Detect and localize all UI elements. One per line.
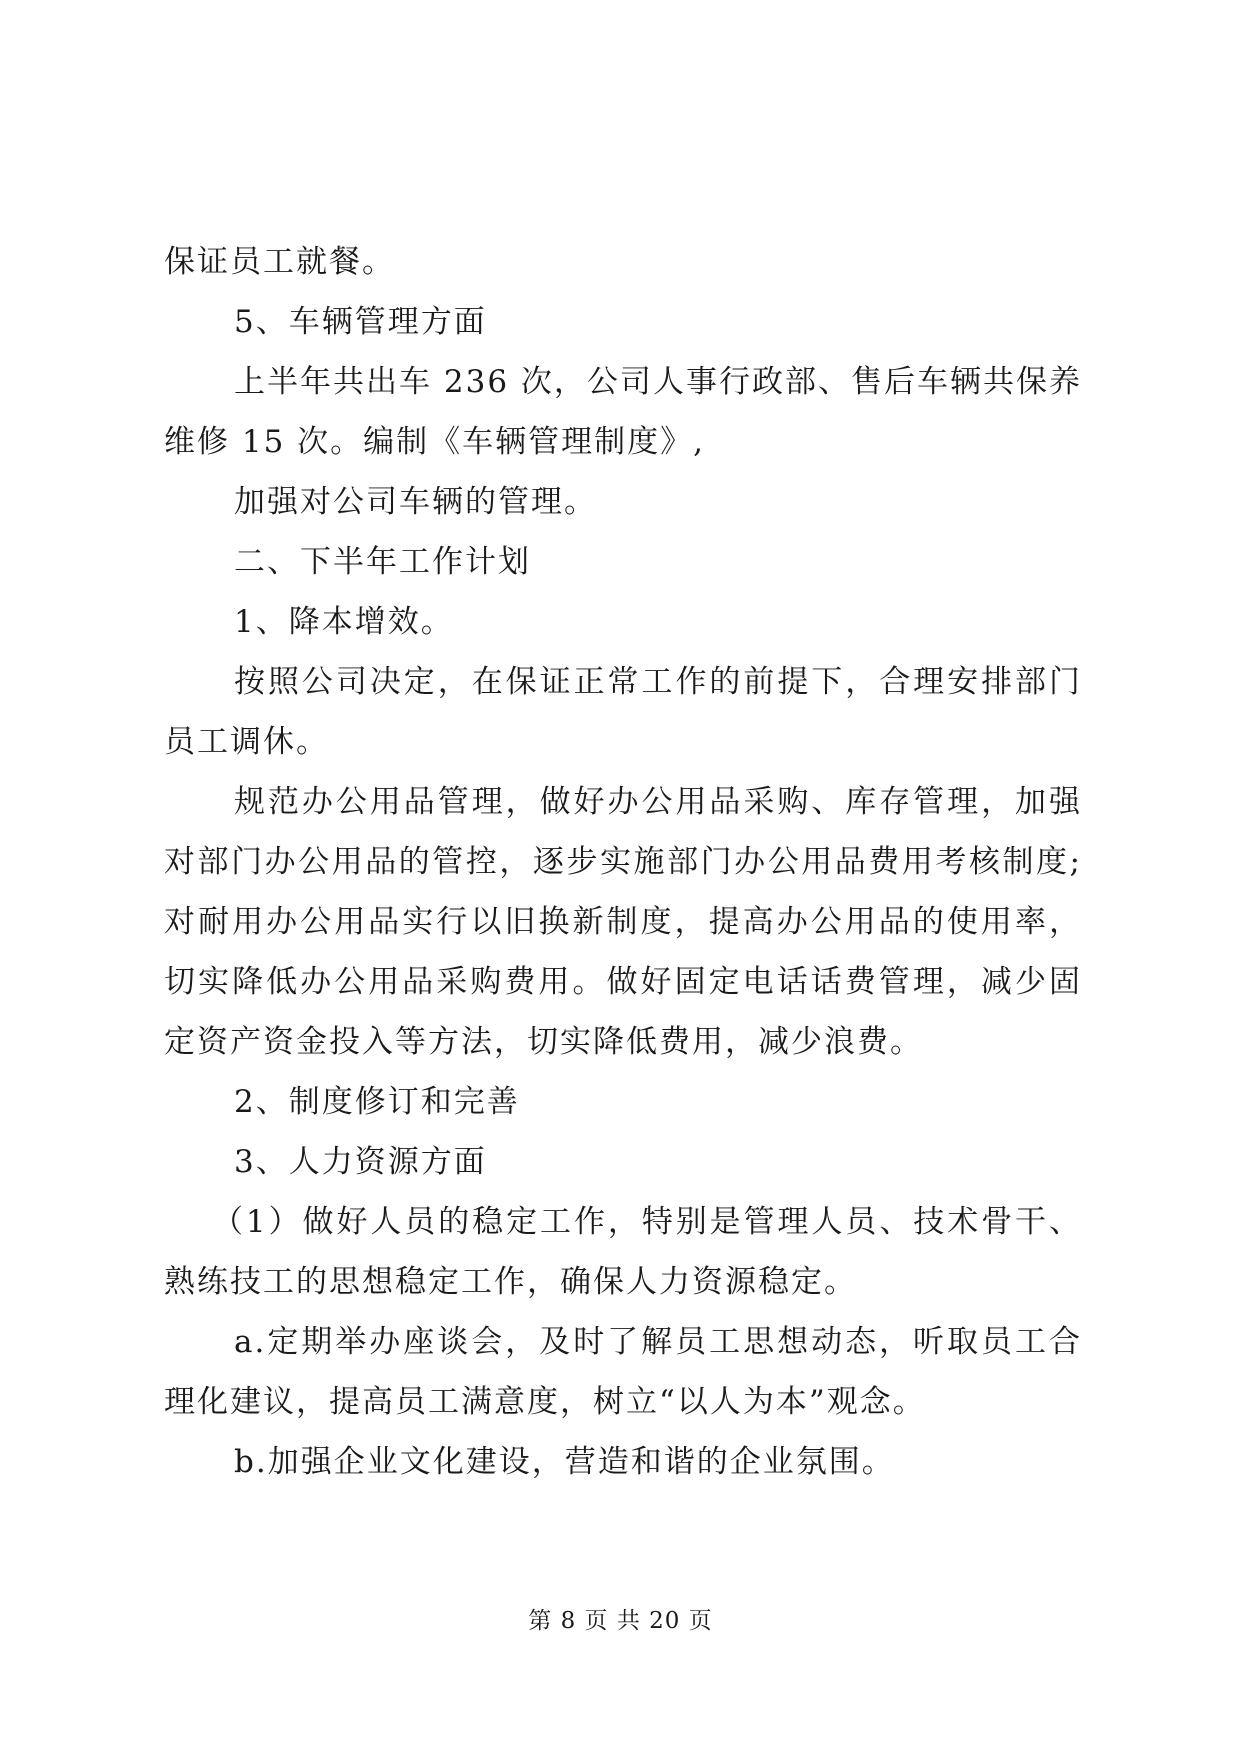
subheading-human-resources: 3、人力资源方面 [234,1144,487,1180]
paragraph-shift-arrangement: 按照公司决定，在保证正常工作的前提下，合理安排部门员工调休。 [164,664,1082,760]
paragraph-continuation: 保证员工就餐。 [164,244,395,280]
paragraph-staff-stability: （1）做好人员的稳定工作，特别是管理人员、技术骨干、熟练技工的思想稳定工作，确保人力资源稳定。 [164,1204,1082,1300]
subheading-regulations: 2、制度修订和完善 [234,1084,520,1120]
subheading-cost-reduction: 1、降本增效。 [234,604,454,640]
section-heading-plan: 二、下半年工作计划 [234,544,531,580]
paragraph-vehicle-management: 加强对公司车辆的管理。 [234,484,597,520]
document-body [164,232,1082,1492]
paragraph-vehicle-stats: 上半年共出车 236 次，公司人事行政部、售后车辆共保养维修 15 次。编制《车辆管理制度》, [164,364,1082,460]
page-number-footer: 第 8 页 共 20 页 [528,1608,713,1634]
list-item-a: a.定期举办座谈会，及时了解员工思想动态，听取员工合理化建议，提高员工满意度，树立“以人为本”观念。 [164,1324,1082,1420]
list-item-b: b.加强企业文化建设，营造和谐的企业氛围。 [234,1444,895,1480]
section-heading-vehicle: 5、车辆管理方面 [234,304,487,340]
paragraph-office-supplies: 规范办公用品管理，做好办公用品采购、库存管理，加强对部门办公用品的管控，逐步实施部门办公用品费用考核制度;对耐用办公用品实行以旧换新制度，提高办公用品的使用率，切实降低办公用品采购费用。做好固定电话话费管理，减少固定资产资金投入等方法，切实降低费用，减少浪费。 [164,784,1082,1060]
